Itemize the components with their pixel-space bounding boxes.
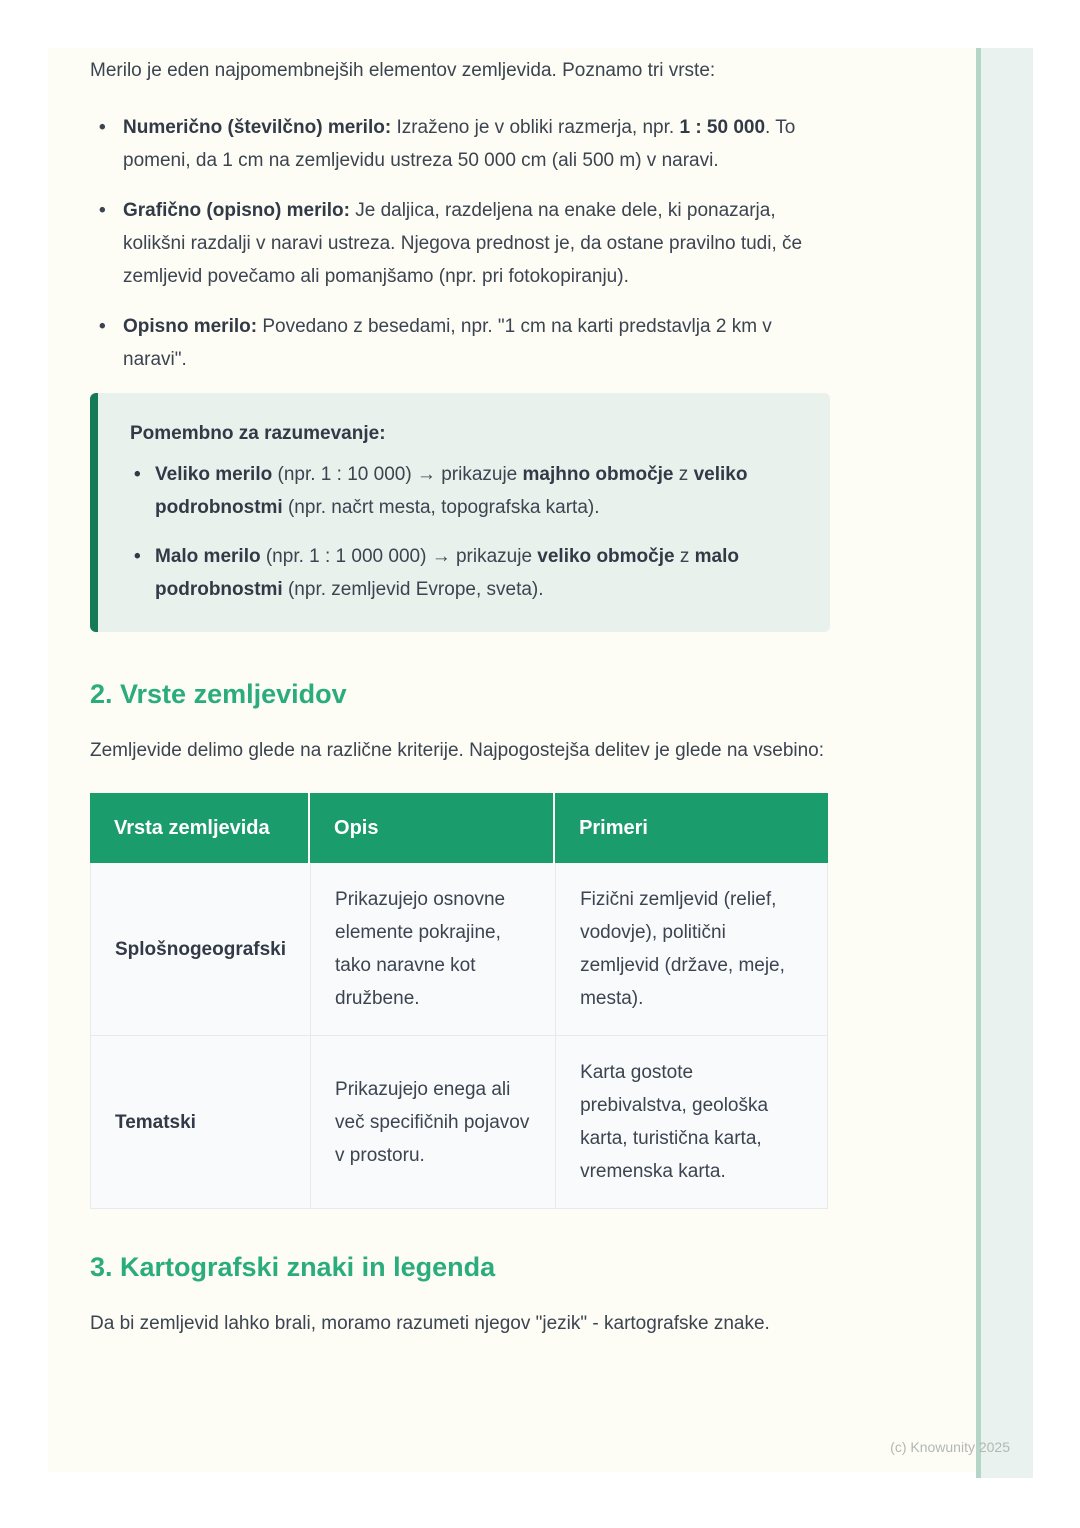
body-text: . To pomeni, da 1 cm na zemljevidu ustreza 50 000 cm (ali 500 m) v naravi. — [123, 117, 796, 171]
body-text: Je daljica, razdeljena na enake dele, ki ponazarja, kolikšni razdalji v naravi ustreza. Njegova prednost je, da ostane pravilno tudi, če zemljevid povečamo ali pomanjšamo (npr. pri fotokopiranju). — [123, 200, 803, 287]
body-text: (npr. 1 : 10 000) → prikazuje — [272, 464, 523, 485]
highlight-text: 1 : 50 000 — [679, 117, 766, 138]
table-row — [90, 1036, 828, 1209]
document-card — [48, 48, 1032, 1472]
highlight-text: veliko podrobnostmi — [155, 464, 748, 518]
document-content — [90, 54, 830, 1366]
callout-list — [130, 458, 794, 606]
term-label: Numerično (številčno) merilo: — [123, 117, 392, 138]
list-item-descriptive-scale — [90, 310, 830, 376]
list-item-numeric-scale — [90, 111, 830, 177]
body-text: Povedano z besedami, npr. "1 cm na karti predstavlja 2 km v naravi". — [123, 316, 772, 370]
body-text: (npr. 1 : 1 000 000) → prikazuje — [260, 546, 538, 567]
cell-description: Prikazujejo osnovne elemente pokrajine, tako naravne kot družbene. — [310, 863, 555, 1036]
right-accent-strip — [976, 48, 1033, 1478]
term-label: Malo merilo — [155, 546, 261, 567]
cell-description: Prikazujejo enega ali več specifičnih pojavov v prostoru. — [310, 1036, 555, 1209]
section-heading-map-types: 2. Vrste zemljevidov — [90, 679, 347, 709]
cell-examples: Karta gostote prebivalstva, geološka karta, turistična karta, vremenska karta. — [555, 1036, 828, 1209]
callout-title: Pomembno za razumevanje: — [130, 423, 386, 444]
column-header-examples: Primeri — [555, 793, 828, 863]
callout-box — [90, 393, 830, 632]
highlight-text: veliko območje — [537, 546, 675, 567]
body-text: (npr. zemljevid Evrope, sveta). — [282, 579, 544, 600]
cell-map-type: Splošnogeografski — [90, 863, 310, 1036]
copyright-text: (c) Knowunity 2025 — [890, 1439, 1010, 1455]
list-item-large-scale — [130, 458, 794, 524]
section-paragraph: Da bi zemljevid lahko brali, moramo razumeti njegov "jezik" - kartografske znake. — [90, 1313, 770, 1334]
cell-map-type: Tematski — [90, 1036, 310, 1209]
term-label: Grafično (opisno) merilo: — [123, 200, 350, 221]
table-header-row — [90, 793, 828, 863]
list-item-small-scale — [130, 540, 794, 606]
scale-types-list — [90, 111, 830, 376]
body-text: z — [674, 546, 695, 567]
body-text: z — [673, 464, 694, 485]
map-types-table — [90, 793, 828, 1209]
list-item-graphic-scale — [90, 194, 830, 293]
highlight-text: majhno območje — [522, 464, 674, 485]
intro-paragraph: Merilo je eden najpomembnejših elementov zemljevida. Poznamo tri vrste: — [90, 60, 716, 81]
section-heading-cartographic-signs: 3. Kartografski znaki in legenda — [90, 1252, 496, 1282]
table-row — [90, 863, 828, 1036]
column-header-description: Opis — [310, 793, 555, 863]
body-text: Izraženo je v obliki razmerja, npr. — [391, 117, 680, 138]
column-header-type: Vrsta zemljevida — [90, 793, 310, 863]
body-text: (npr. načrt mesta, topografska karta). — [282, 497, 600, 518]
term-label: Veliko merilo — [155, 464, 273, 485]
highlight-text: malo podrobnostmi — [155, 546, 739, 600]
term-label: Opisno merilo: — [123, 316, 258, 337]
section-paragraph: Zemljevide delimo glede na različne kriterije. Najpogostejša delitev je glede na vsebino: — [90, 740, 825, 761]
cell-examples: Fizični zemljevid (relief, vodovje), politični zemljevid (države, meje, mesta). — [555, 863, 828, 1036]
